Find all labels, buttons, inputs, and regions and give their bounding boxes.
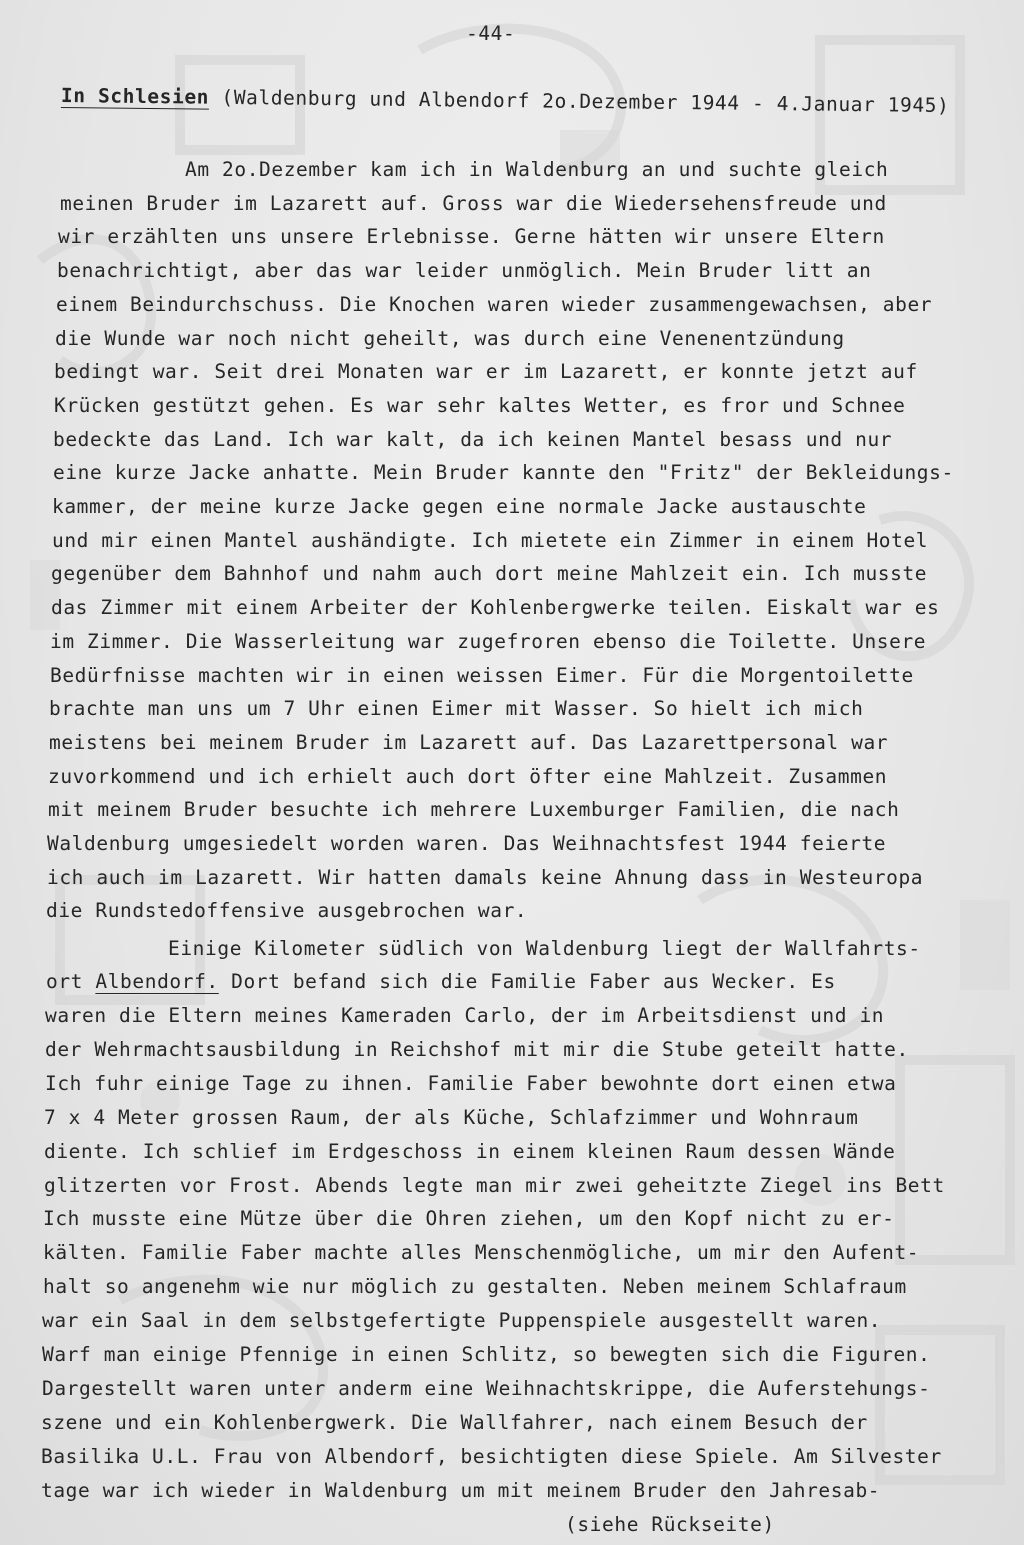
paragraph-1-line: bedingt war. Seit drei Monaten war er im Lazarett, er konnte jetzt auf (54, 360, 918, 384)
paragraph-1-line: und mir einen Mantel aushändigte. Ich mietete ein Zimmer in einem Hotel (52, 528, 929, 552)
paragraph-1-line: die Rundstedoffensive ausgebrochen war. (46, 899, 528, 923)
paragraph-1-line: wir erzählten uns unsere Erlebnisse. Gerne hätten wir unsere Eltern (58, 225, 885, 249)
paragraph-1-line: ich auch im Lazarett. Wir hatten damals keine Ahnung dass in Westeuropa (47, 865, 924, 889)
paragraph-2-line: Ich musste eine Mütze über die Ohren ziehen, um den Kopf nicht zu er- (43, 1207, 895, 1231)
paragraph-1-line: Krücken gestützt gehen. Es war sehr kaltes Wetter, es fror und Schnee (54, 393, 906, 417)
paragraph-2-line: kälten. Familie Faber machte alles Menschenmögliche, um mir den Aufent- (43, 1241, 920, 1265)
paragraph-1-line: Waldenburg umgesiedelt worden waren. Das Weihnachtsfest 1944 feierte (47, 832, 887, 855)
paragraph-2-line: tage war ich wieder in Waldenburg um mit meinem Bruder den Jahresab- (41, 1478, 881, 1502)
paragraph-1-line: Am 2o.Dezember kam ich in Waldenburg an und suchte gleich (185, 158, 889, 181)
paragraph-1-line: im Zimmer. Die Wasserleitung war zugefroren ebenso die Toilette. Unsere (50, 629, 927, 653)
paragraph-2-line: szene und ein Kohlenbergwerk. Die Wallfahrer, nach einem Besuch der (41, 1410, 868, 1434)
paragraph-1-line: kammer, der meine kurze Jacke gegen eine normale Jacke austauschte (52, 495, 867, 518)
paragraph-1-line: meistens bei meinem Bruder im Lazarett auf. Das Lazarettpersonal war (49, 730, 889, 754)
paragraph-1-line: brachte man uns um 7 Uhr einen Eimer mit Wasser. So hielt ich mich (49, 697, 864, 721)
paragraph-2-line: diente. Ich schlief im Erdgeschoss in einem kleinen Raum dessen Wände (44, 1139, 896, 1163)
title-subtitle: (Waldenburg und Albendorf 2o.Dezember 1944 - 4.Januar 1945) (221, 85, 950, 118)
paragraph-1-line: eine kurze Jacke anhatte. Mein Bruder kannte den "Fritz" der Bekleidungs- (53, 461, 954, 485)
paragraph-1-line: einem Beindurchschuss. Die Knochen waren wieder zusammengewachsen, aber (56, 292, 933, 316)
paragraph-2-line: Basilika U.L. Frau von Albendorf, besichtigten diese Spiele. Am Silvester (41, 1444, 942, 1468)
paragraph-2-line: der Wehrmachtsausbildung in Reichshof mit mir die Stube geteilt hatte. (45, 1037, 909, 1061)
paragraph-2-line: Warf man einige Pfennige in einen Schlitz, so bewegten sich die Figuren. (42, 1343, 931, 1366)
page-title (61, 84, 950, 117)
paragraph-1-line: zuvorkommend und ich erhielt auch dort öfter eine Mahlzeit. Zusammen (48, 764, 888, 788)
paragraph-2-line: glitzerten vor Frost. Abends legte man mir zwei geheitzte Ziegel ins Bett (44, 1173, 945, 1197)
line-rest: Dort befand sich die Familie Faber aus Wecker. Es (218, 970, 836, 993)
paragraph-2-second-line (46, 970, 836, 993)
place-name-albendorf: Albendorf. (95, 970, 219, 993)
paragraph-1-line: Bedürfnisse machten wir in einen weissen Eimer. Für die Morgentoilette (50, 663, 914, 687)
paragraph-1-line: meinen Bruder im Lazarett auf. Gross war die Wiedersehensfreude und (60, 191, 887, 215)
line-prefix: ort (46, 970, 96, 993)
paragraph-2-line: waren die Eltern meines Kameraden Carlo, der im Arbeitsdienst und in (45, 1004, 885, 1027)
paragraph-2-line: Ich fuhr einige Tage zu ihnen. Familie Faber bewohnte dort einen etwa (45, 1071, 897, 1095)
paragraph-1-line: das Zimmer mit einem Arbeiter der Kohlenbergwerke teilen. Eiskalt war es (51, 596, 940, 620)
footer-note: (siehe Rückseite) (565, 1513, 775, 1536)
title-heading: In Schlesien (60, 84, 210, 109)
paragraph-1-line: die Wunde war noch nicht geheilt, was durch eine Venenentzündung (55, 326, 845, 350)
paragraph-2-line: 7 x 4 Meter grossen Raum, der als Küche, Schlafzimmer und Wohnraum (44, 1105, 859, 1129)
paragraph-2-line: Dargestellt waren unter anderm eine Weihnachtskrippe, die Auferstehungs- (42, 1376, 931, 1400)
paragraph-2-line: war ein Saal in dem selbstgefertigte Puppenspiele ausgestellt waren. (42, 1309, 882, 1333)
page-number: -44- (466, 22, 516, 45)
paragraph-1-line: bedeckte das Land. Ich war kalt, da ich keinen Mantel besass und nur (53, 427, 893, 451)
paragraph-1-line: benachrichtigt, aber das war leider unmöglich. Mein Bruder litt an (57, 259, 872, 283)
paragraph-2-line: halt so angenehm wie nur möglich zu gestalten. Neben meinem Schlafraum (43, 1275, 907, 1299)
paragraph-1-line: mit meinem Bruder besuchte ich mehrere Luxemburger Familien, die nach (48, 798, 900, 822)
paragraph-1-line: gegenüber dem Bahnhof und nahm auch dort meine Mahlzeit ein. Ich musste (51, 562, 928, 586)
paragraph-2-first-line: Einige Kilometer südlich von Waldenburg liegt der Wallfahrts- (168, 937, 921, 960)
